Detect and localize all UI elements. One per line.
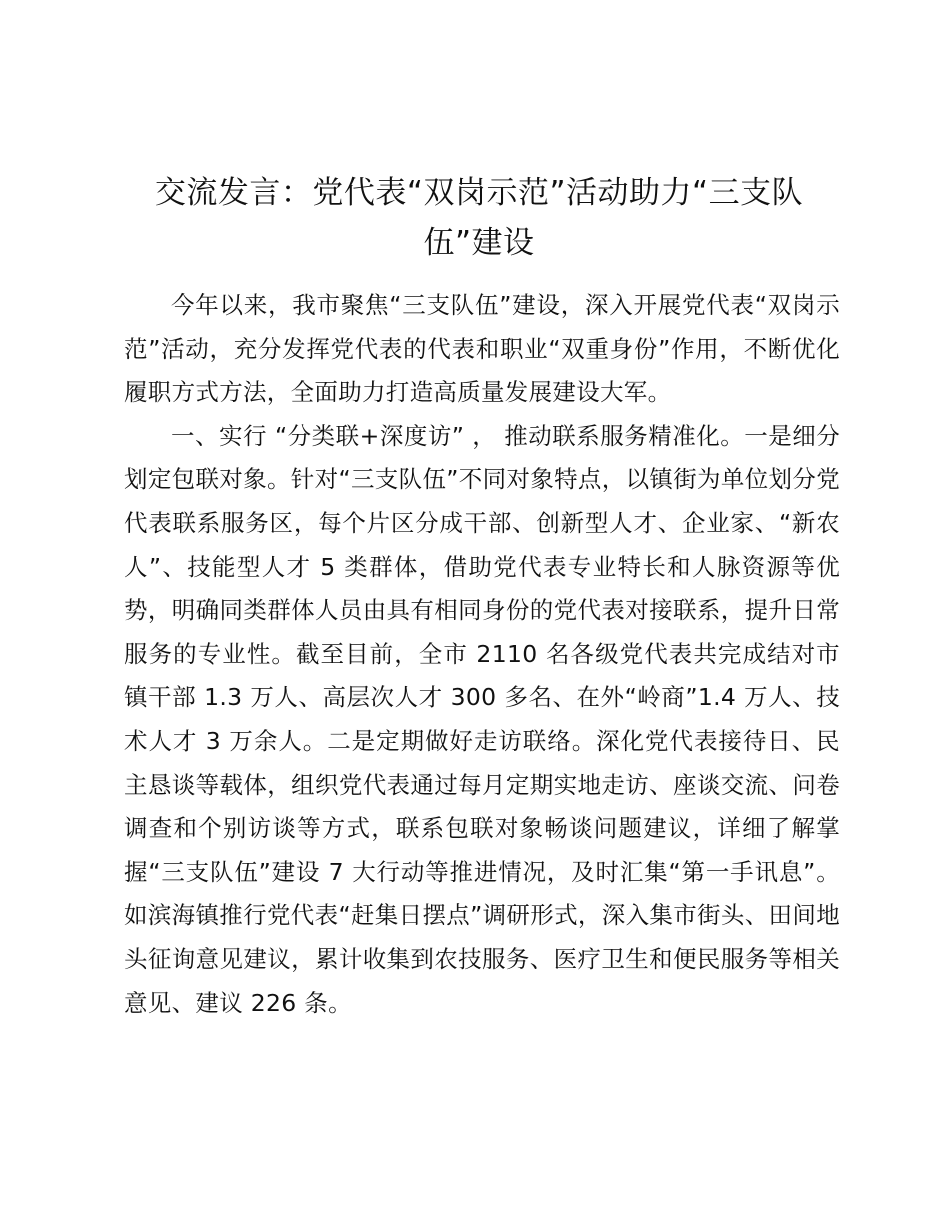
document-body	[124, 284, 840, 1025]
paragraph-section-one: 一、实行 “分类联+深度访” ， 推动联系服务精准化。一是细分划定包联对象。针对“三支队伍”不同对象特点，以镇街为单位划分党代表联系服务区，每个片区分成干部、创新型人才、企业家、“新农人”、技能型人才 5 类群体，借助党代表专业特长和人脉资源等优势，明确同类群体人员由具有相同身份的党代表对接联系，提升日常服务的专业性。截至目前，全市 2110 名各级党代表共完成结对市镇干部 1.3 万人、高层次人才 300 多名、在外“岭商”1.4 万人、技术人才 3 万余人。二是定期做好走访联络。深化党代表接待日、民主恳谈等载体，组织党代表通过每月定期实地走访、座谈交流、问卷调查和个别访谈等方式，联系包联对象畅谈问题建议，详细了解掌握“三支队伍”建设 7 大行动等推进情况，及时汇集“第一手讯息”。如滨海镇推行党代表“赶集日摆点”调研形式，深入集市街头、田间地头征询意见建议，累计收集到农技服务、医疗卫生和便民服务等相关意见、建议 226 条。	[124, 421, 840, 1017]
document-title: 交流发言：党代表“双岗示范”活动助力“三支队伍”建设	[154, 175, 804, 261]
paragraph-intro: 今年以来，我市聚焦“三支队伍”建设，深入开展党代表“双岗示范”活动，充分发挥党代表的代表和职业“双重身份”作用，不断优化履职方式方法，全面助力打造高质量发展建设大军。	[124, 291, 840, 407]
